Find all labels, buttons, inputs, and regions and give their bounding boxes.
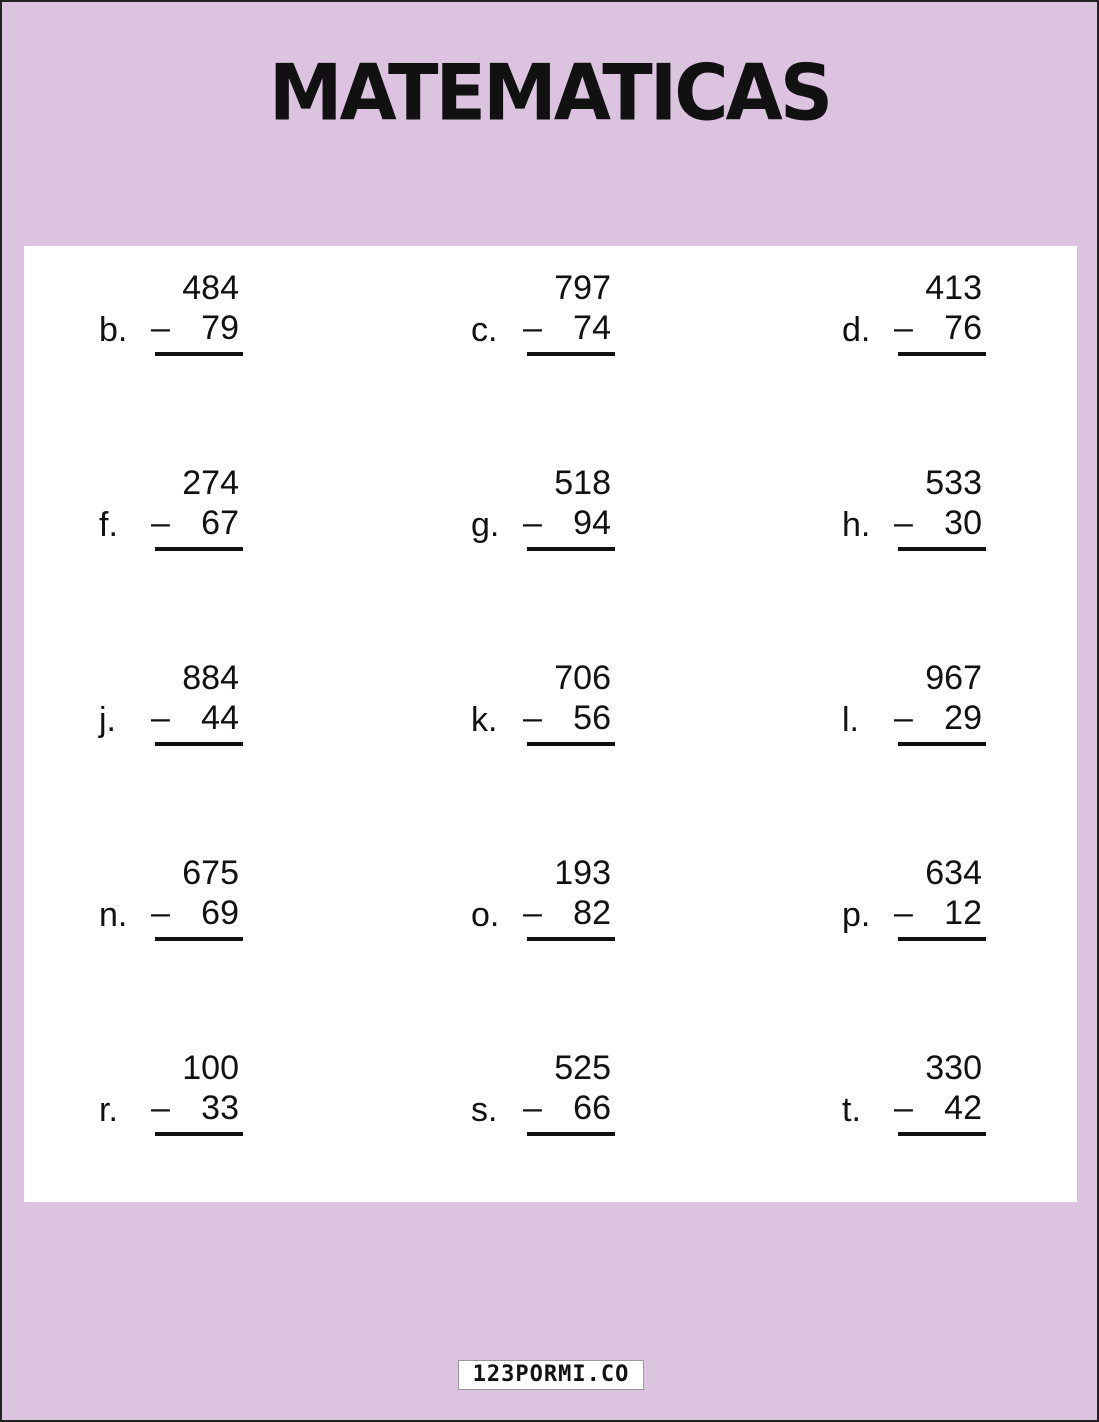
answer-line — [527, 1132, 615, 1136]
answer-line — [527, 352, 615, 356]
problem-label: s. — [471, 1091, 498, 1129]
answer-line — [898, 547, 986, 551]
minus-sign: – — [523, 1089, 542, 1127]
answer-line — [527, 742, 615, 746]
answer-line — [155, 742, 243, 746]
minus-sign: – — [523, 894, 542, 932]
minuend: 884 — [182, 659, 239, 697]
problem-label: j. — [99, 701, 116, 739]
minuend: 797 — [554, 269, 611, 307]
minus-sign: – — [894, 1089, 913, 1127]
problem-h — [842, 463, 982, 558]
problem-f — [99, 463, 239, 558]
minuend: 330 — [925, 1049, 982, 1087]
minus-sign: – — [523, 309, 542, 347]
minus-sign: – — [894, 894, 913, 932]
brand-logo[interactable]: 123PORMI.CO — [458, 1360, 644, 1390]
subtrahend: 66 — [573, 1089, 611, 1127]
problem-r — [99, 1048, 239, 1143]
minuend: 100 — [182, 1049, 239, 1087]
subtrahend: 42 — [944, 1089, 982, 1127]
answer-line — [155, 937, 243, 941]
subtrahend: 82 — [573, 894, 611, 932]
problem-label: k. — [471, 701, 498, 739]
problem-o — [471, 853, 611, 948]
problem-label: t. — [842, 1091, 861, 1129]
subtrahend: 33 — [201, 1089, 239, 1127]
subtrahend: 12 — [944, 894, 982, 932]
subtrahend: 74 — [573, 309, 611, 347]
problem-t — [842, 1048, 982, 1143]
minuend: 193 — [554, 854, 611, 892]
minus-sign: – — [894, 309, 913, 347]
minus-sign: – — [894, 699, 913, 737]
minus-sign: – — [151, 504, 170, 542]
minuend: 634 — [925, 854, 982, 892]
minus-sign: – — [151, 1089, 170, 1127]
minuend: 518 — [554, 464, 611, 502]
minuend: 675 — [182, 854, 239, 892]
problem-label: r. — [99, 1091, 118, 1129]
minus-sign: – — [523, 699, 542, 737]
answer-line — [527, 937, 615, 941]
minus-sign: – — [151, 894, 170, 932]
answer-line — [898, 352, 986, 356]
answer-line — [155, 547, 243, 551]
problem-b — [99, 268, 239, 363]
subtrahend: 56 — [573, 699, 611, 737]
subtrahend: 94 — [573, 504, 611, 542]
answer-line — [155, 352, 243, 356]
subtrahend: 30 — [944, 504, 982, 542]
answer-line — [898, 1132, 986, 1136]
problem-label: o. — [471, 896, 500, 934]
minuend: 525 — [554, 1049, 611, 1087]
problem-p — [842, 853, 982, 948]
minus-sign: – — [151, 699, 170, 737]
problem-j — [99, 658, 239, 753]
problem-label: d. — [842, 311, 871, 349]
answer-line — [898, 742, 986, 746]
problem-k — [471, 658, 611, 753]
problem-g — [471, 463, 611, 558]
problem-s — [471, 1048, 611, 1143]
minuend: 413 — [925, 269, 982, 307]
minuend: 706 — [554, 659, 611, 697]
minus-sign: – — [894, 504, 913, 542]
problem-label: n. — [99, 896, 128, 934]
minuend: 967 — [925, 659, 982, 697]
minus-sign: – — [151, 309, 170, 347]
subtrahend: 69 — [201, 894, 239, 932]
page-title: MATEMATICAS — [268, 47, 831, 139]
minuend: 274 — [182, 464, 239, 502]
minuend: 484 — [182, 269, 239, 307]
problem-label: f. — [99, 506, 118, 544]
subtrahend: 67 — [201, 504, 239, 542]
answer-line — [898, 937, 986, 941]
problem-sheet — [24, 246, 1077, 1202]
subtrahend: 44 — [201, 699, 239, 737]
minus-sign: – — [523, 504, 542, 542]
problem-label: b. — [99, 311, 128, 349]
problem-l — [842, 658, 982, 753]
problem-label: c. — [471, 311, 498, 349]
minuend: 533 — [925, 464, 982, 502]
problem-label: l. — [842, 701, 859, 739]
answer-line — [155, 1132, 243, 1136]
subtrahend: 76 — [944, 309, 982, 347]
problem-d — [842, 268, 982, 363]
problem-label: h. — [842, 506, 871, 544]
problem-label: g. — [471, 506, 500, 544]
problem-label: p. — [842, 896, 871, 934]
problem-c — [471, 268, 611, 363]
subtrahend: 79 — [201, 309, 239, 347]
problem-n — [99, 853, 239, 948]
subtrahend: 29 — [944, 699, 982, 737]
answer-line — [527, 547, 615, 551]
